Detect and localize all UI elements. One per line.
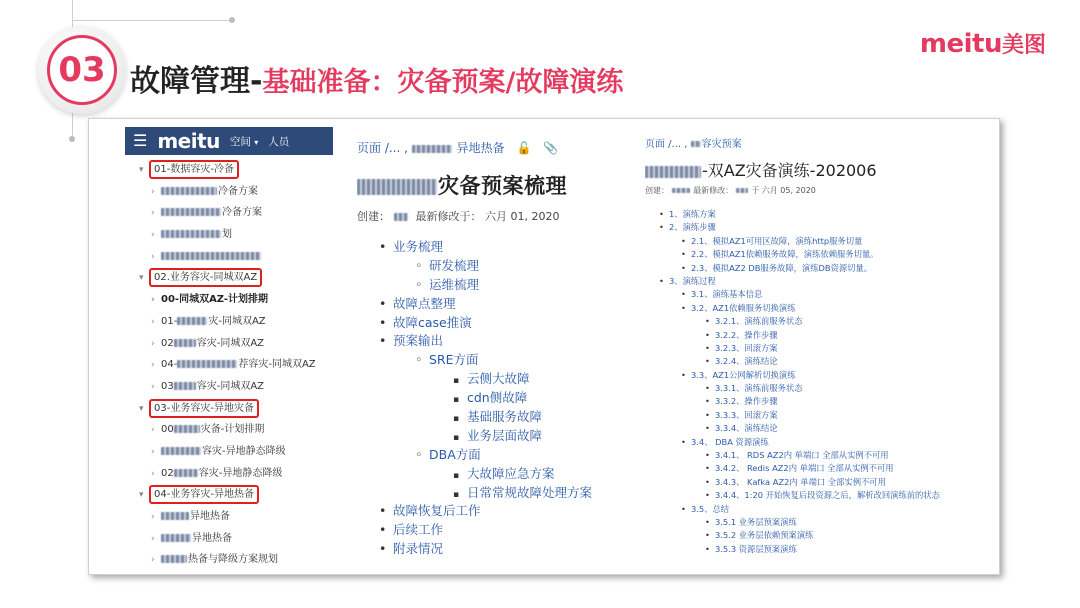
toc-link[interactable]: • 附录情况	[357, 540, 627, 559]
tree-item-label: 异地热备	[192, 532, 232, 544]
tree-category[interactable]	[125, 267, 333, 289]
toc-link[interactable]: • 3.2.1、演练前服务状态	[645, 315, 995, 328]
tree-item-label: 00-同城双AZ-计划排期	[161, 294, 269, 306]
redacted-text	[357, 179, 437, 195]
toc-link[interactable]: • 3.5.3 资源层预案演练	[645, 543, 995, 556]
toc-link[interactable]: • 3.3.3、回滚方案	[645, 409, 995, 422]
page-meta: 创建： 最新修改于： 六月 01, 2020	[357, 210, 560, 223]
tree-item-prefix: 02	[161, 337, 174, 349]
logo-wordmark: meitu	[919, 29, 1002, 59]
tree-item[interactable]	[125, 224, 333, 246]
tree-item[interactable]	[125, 202, 333, 224]
tree-item[interactable]	[125, 506, 333, 528]
tree-item[interactable]	[125, 419, 333, 441]
toc-link[interactable]: • 3.2.4、演练结论	[645, 355, 995, 368]
tree-item-label: 冷备方案	[218, 185, 258, 197]
section-number: 03	[47, 35, 117, 105]
section-number-badge	[38, 26, 126, 114]
logo-chinese: 美图	[1001, 33, 1046, 58]
redacted-text	[645, 166, 701, 178]
chevron-right-icon[interactable]: ›	[151, 512, 155, 522]
toc-link[interactable]: • 3、演练过程	[645, 275, 995, 288]
chevron-right-icon[interactable]: ›	[151, 533, 155, 544]
page-meta: 创建： 最新修改： 于 六月 05, 2020	[645, 186, 816, 195]
toc-link[interactable]: • 3.1、演练基本信息	[645, 288, 995, 301]
chevron-down-icon[interactable]: ▾	[139, 165, 144, 175]
chevron-right-icon[interactable]: ›	[151, 186, 155, 197]
toc-link[interactable]: ◦ SRE方面	[357, 351, 627, 370]
toc-link[interactable]: • 3.2.2、操作步骤	[645, 329, 995, 342]
tree-category[interactable]	[125, 159, 333, 181]
screenshot-frame	[88, 118, 1000, 575]
redacted-text	[161, 555, 187, 563]
toc-link[interactable]: • 2、演练步骤	[645, 221, 995, 234]
tree-item[interactable]	[125, 181, 333, 203]
chevron-right-icon[interactable]: ›	[151, 468, 155, 479]
toc-link[interactable]: ◦ 运维梳理	[357, 276, 627, 295]
redacted-text	[672, 188, 690, 193]
slide-title-main: 故障管理-	[130, 64, 263, 99]
tree-item[interactable]	[125, 549, 333, 569]
tree-item-prefix: 01-	[161, 315, 178, 327]
chevron-right-icon[interactable]: ›	[151, 208, 155, 219]
toc-link[interactable]: • 3.3.1、演练前服务状态	[645, 382, 995, 395]
toc-link[interactable]: • 3.4.2、 Redis AZ2内 单端口 全部从实例不可用	[645, 462, 995, 475]
chevron-down-icon[interactable]: ▾	[139, 403, 144, 414]
app-header	[125, 127, 333, 155]
tree-item-label: 03-业务容灾-异地灾备	[149, 399, 259, 418]
page-title: -双AZ灾备演练-202006	[645, 158, 995, 181]
breadcrumb[interactable]: 页面 /... , 异地热备 🔓 📎	[357, 141, 559, 155]
nav-people[interactable]: 人员	[268, 135, 290, 148]
toc-link[interactable]: • 3.5.1 业务层预案演练	[645, 516, 995, 529]
tree-item[interactable]	[125, 354, 333, 376]
tree-item-label: 容灾-同城双AZ	[196, 380, 265, 392]
toc-link[interactable]: • 3.5、总结	[645, 503, 995, 516]
tree-item-label: 04-业务容灾-异地热备	[149, 485, 259, 504]
tree-category[interactable]	[125, 484, 333, 506]
toc-list	[357, 238, 627, 559]
attachment-icon[interactable]: 📎	[543, 141, 559, 155]
toc-link[interactable]: • 3.3、AZ1公网解析切换演练	[645, 369, 995, 382]
tree-item-label: 划	[222, 229, 232, 241]
toc-link[interactable]: • 3.2、AZ1依赖服务切换演练	[645, 302, 995, 315]
toc-link[interactable]: • 2.1、模拟AZ1可用区故障，演练http服务切量	[645, 235, 995, 248]
toc-list	[645, 208, 995, 556]
redacted-text	[174, 382, 196, 390]
redacted-text	[161, 230, 221, 238]
doc-disaster-recovery-plan	[357, 139, 627, 569]
toc-link[interactable]: ▪ 业务层面故障	[357, 427, 627, 446]
decorative-dot	[229, 17, 235, 23]
tree-item-prefix: 00	[161, 424, 174, 436]
slide-title	[130, 56, 623, 100]
tree-item-label: 容灾-异地静态降级	[202, 445, 286, 457]
redacted-text	[161, 447, 201, 455]
toc-link[interactable]: • 故障点整理	[357, 295, 627, 314]
redacted-text	[161, 252, 261, 260]
chevron-down-icon[interactable]: ▾	[139, 273, 144, 284]
toc-link[interactable]: • 后续工作	[357, 521, 627, 540]
redacted-text	[174, 469, 198, 477]
decorative-dot	[69, 136, 75, 142]
page-title: 灾备预案梳理	[357, 170, 627, 200]
tree-item-label: 灾备-计划排期	[200, 424, 265, 436]
toc-link[interactable]: • 3.4.3、 Kafka AZ2内 单端口 全部实例不可用	[645, 476, 995, 489]
toc-link[interactable]: • 2.3、模拟AZ2 DB服务故障，演练DB资源切量。	[645, 262, 995, 275]
tree-category[interactable]	[125, 398, 333, 420]
wiki-sidebar	[125, 127, 333, 569]
app-logo[interactable]: meitu	[157, 129, 220, 153]
chevron-right-icon[interactable]: ›	[151, 295, 155, 306]
nav-space[interactable]: 空间 ▾	[229, 135, 259, 148]
tree-item-label: 冷备方案	[222, 207, 262, 219]
toc-link[interactable]: • 3.3.2、操作步骤	[645, 395, 995, 408]
chevron-right-icon[interactable]: ›	[151, 446, 155, 457]
breadcrumb[interactable]: 页面 /... , 容灾预案	[645, 139, 742, 150]
tree-item-label: 异地热备	[190, 511, 230, 522]
toc-link[interactable]: • 业务梳理	[357, 238, 627, 257]
chevron-right-icon[interactable]: ›	[151, 425, 155, 436]
tree-item[interactable]	[125, 289, 333, 311]
page-tree	[125, 155, 333, 569]
toc-link[interactable]: • 故障case推演	[357, 314, 627, 333]
toc-link[interactable]: • 1、演练方案	[645, 208, 995, 221]
toc-link[interactable]: • 2.2、模拟AZ1依赖服务故障，演练依赖服务切量。	[645, 248, 995, 261]
doc-dual-az-drill	[645, 135, 995, 567]
chevron-right-icon[interactable]: ›	[151, 251, 155, 262]
chevron-down-icon: ▾	[254, 137, 259, 147]
tree-item[interactable]	[125, 376, 333, 398]
toc-link[interactable]: • 3.4.4、1:20 开始恢复后段资源之后，解析改回演练前的状态	[645, 489, 995, 502]
toc-link[interactable]: • 故障恢复后工作	[357, 502, 627, 521]
chevron-down-icon[interactable]: ▾	[139, 490, 144, 501]
tree-item-label: 02.业务容灾-同城双AZ	[149, 268, 262, 287]
tree-item[interactable]	[125, 441, 333, 463]
hamburger-icon[interactable]: ☰	[133, 131, 148, 150]
redacted-text	[161, 187, 217, 195]
redacted-text	[161, 534, 191, 542]
tree-item-prefix: 02	[161, 467, 174, 479]
toc-link[interactable]: ◦ DBA方面	[357, 446, 627, 465]
redacted-text	[177, 317, 207, 325]
chevron-right-icon[interactable]: ›	[151, 316, 155, 327]
redacted-text	[174, 425, 200, 433]
redacted-text	[691, 141, 701, 147]
redacted-text	[394, 213, 408, 221]
chevron-right-icon[interactable]: ›	[151, 230, 155, 241]
redacted-text	[161, 208, 221, 216]
toc-link[interactable]: ▪ 日常常规故障处理方案	[357, 484, 627, 503]
decorative-horizontal-line	[72, 20, 232, 21]
toc-link[interactable]: ◦ 研发梳理	[357, 257, 627, 276]
brand-logo	[920, 28, 1046, 59]
toc-link[interactable]: ▪ cdn侧故障	[357, 389, 627, 408]
tree-item-prefix: 04-	[161, 359, 178, 371]
toc-link[interactable]: • 3.2.3、回滚方案	[645, 342, 995, 355]
toc-link[interactable]: ▪ 基础服务故障	[357, 408, 627, 427]
tree-item[interactable]	[125, 333, 333, 355]
chevron-right-icon[interactable]: ›	[151, 360, 155, 371]
tree-item-label: 容灾-异地静态降级	[198, 467, 283, 479]
tree-item[interactable]	[125, 528, 333, 550]
tree-item-label: 灾-同城双AZ	[208, 315, 266, 327]
redacted-text	[174, 339, 196, 347]
toc-link[interactable]: • 3.4、 DBA 资源演练	[645, 436, 995, 449]
tree-item[interactable]	[125, 246, 333, 268]
chevron-right-icon[interactable]: ›	[151, 555, 155, 566]
toc-link[interactable]: ▪ 大故障应急方案	[357, 465, 627, 484]
redacted-text	[412, 145, 452, 153]
toc-link[interactable]: • 3.3.4、演练结论	[645, 422, 995, 435]
redacted-text	[736, 188, 748, 193]
tree-item-label: 热备与降级方案规划	[188, 554, 278, 566]
tree-item[interactable]	[125, 311, 333, 333]
toc-link[interactable]: • 3.4.1、 RDS AZ2内 单端口 全部从实例不可用	[645, 449, 995, 462]
toc-link[interactable]: ▪ 云侧大故障	[357, 370, 627, 389]
chevron-right-icon[interactable]: ›	[151, 381, 155, 392]
toc-link[interactable]: • 预案输出	[357, 332, 627, 351]
chevron-right-icon[interactable]: ›	[151, 338, 155, 349]
redacted-text	[161, 512, 189, 520]
toc-link[interactable]: • 3.5.2 业务层依赖预案演练	[645, 529, 995, 542]
tree-item-label: 01-数据容灾-冷备	[149, 160, 239, 179]
tree-item-label: 容灾-同城双AZ	[196, 337, 265, 349]
redacted-text	[177, 360, 237, 368]
lock-icon[interactable]: 🔓	[516, 141, 532, 155]
tree-item[interactable]	[125, 463, 333, 485]
tree-item-label: 荐容灾-同城双AZ	[238, 359, 316, 371]
tree-item-prefix: 03	[161, 380, 174, 392]
slide-title-sub: 基础准备：灾备预案/故障演练	[262, 67, 624, 98]
